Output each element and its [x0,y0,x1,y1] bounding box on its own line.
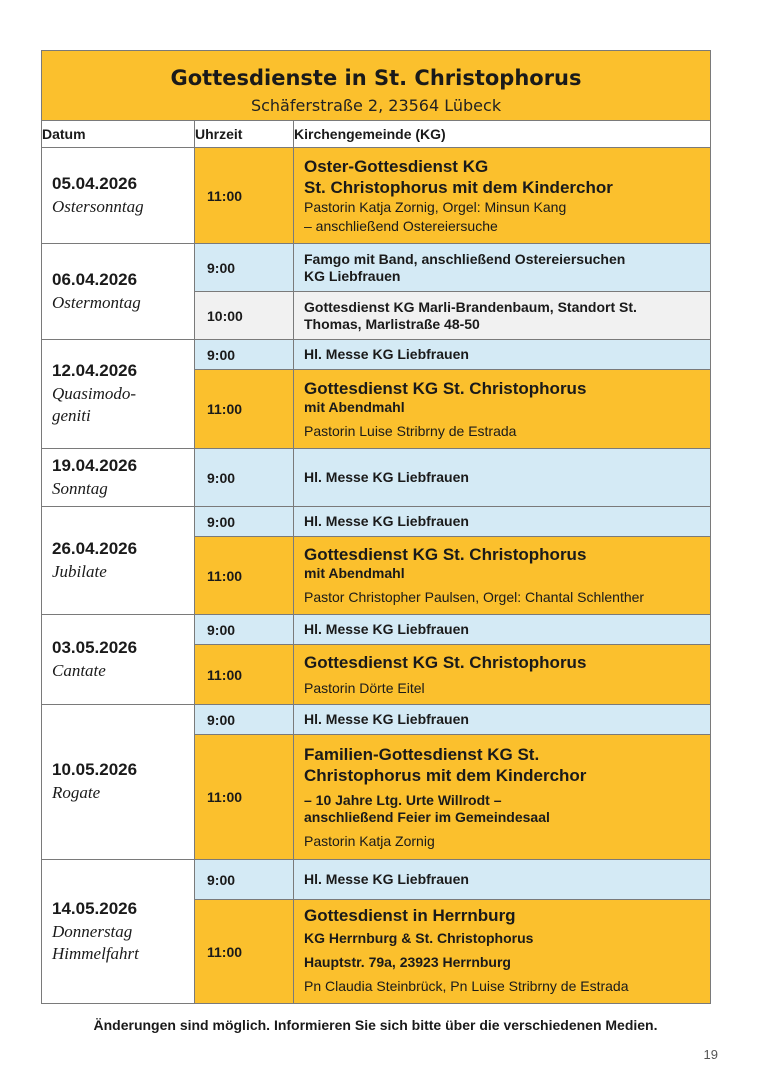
liturgical-day: Sonntag [52,478,108,498]
service-title: Hl. Messe KG Liebfrauen [304,871,469,887]
service-title: Oster-Gottesdienst KG [304,156,489,176]
service-time: 9:00 [195,860,294,900]
liturgical-day: geniti [52,406,91,425]
service-title: Thomas, Marlistraße 48-50 [304,315,480,332]
service-title: St. Christophorus mit dem Kinderchor [304,177,613,197]
service-time: 9:00 [195,244,294,292]
service-time: 11:00 [195,900,294,1004]
service-detail: Pastor Christopher Paulsen, Orgel: Chantal Schlenther [304,589,645,605]
service-title: Hl. Messe KG Liebfrauen [304,513,469,529]
service-date: 19.04.2026 [52,455,138,475]
service-title: KG Liebfrauen [304,267,401,284]
service-description [294,900,711,1004]
service-date: 14.05.2026 [52,898,138,918]
service-description [294,537,711,615]
service-description [294,148,711,244]
liturgical-day: Ostersonntag [52,196,144,216]
service-subtitle: mit Abendmahl [304,398,405,415]
service-schedule-table [41,50,711,1004]
service-description [294,370,711,449]
column-header-date: Datum [42,121,195,148]
liturgical-day: Quasimodo- [52,384,137,403]
service-time: 11:00 [195,537,294,615]
service-title: Gottesdienst in Herrnburg [304,906,516,925]
table-row [42,449,711,507]
service-title: Hl. Messe KG Liebfrauen [304,346,469,362]
service-title: Famgo mit Band, anschließend Ostereiersuchen [304,250,626,267]
date-cell [42,449,195,507]
date-cell [42,340,195,449]
service-description [294,340,711,370]
service-subtitle: – 10 Jahre Ltg. Urte Willrodt – [304,791,502,808]
column-header-time: Uhrzeit [195,121,294,148]
table-row [42,244,711,292]
service-detail: – anschließend Ostereiersuche [304,217,498,234]
table-row [42,705,711,735]
table-row [42,860,711,900]
service-time: 11:00 [195,148,294,244]
service-time: 11:00 [195,370,294,449]
service-date: 26.04.2026 [52,538,138,558]
service-time: 9:00 [195,449,294,507]
date-cell [42,860,195,1004]
service-date: 03.05.2026 [52,637,138,657]
table-row [42,615,711,645]
service-detail: Pn Claudia Steinbrück, Pn Luise Stribrny de Estrada [304,978,629,994]
liturgical-day: Donnerstag [52,921,133,941]
liturgical-day: Himmelfahrt [52,943,139,963]
service-description [294,449,711,507]
page-title: Gottesdienste in St. Christophorus [170,66,582,90]
service-title: Gottesdienst KG St. Christophorus [304,652,587,672]
service-subtitle: anschließend Feier im Gemeindesaal [304,808,550,825]
column-header-row [42,121,711,148]
liturgical-day: Cantate [52,660,106,680]
service-time: 10:00 [195,292,294,340]
service-title: Hl. Messe KG Liebfrauen [304,621,469,637]
service-description [294,507,711,537]
liturgical-day: Jubilate [52,561,107,581]
date-cell [42,615,195,705]
service-detail: Pastorin Katja Zornig, Orgel: Minsun Kang [304,198,567,215]
service-subtitle: mit Abendmahl [304,565,405,581]
service-title: Christophorus mit dem Kinderchor [304,765,587,785]
service-title: Gottesdienst KG St. Christophorus [304,545,587,564]
service-date: 05.04.2026 [52,173,138,193]
service-subtitle: Hauptstr. 79a, 23923 Herrnburg [304,954,511,970]
service-description [294,292,711,340]
column-header-parish: Kirchengemeinde (KG) [294,121,711,148]
service-detail: Pastorin Katja Zornig [304,832,435,849]
page-number: 19 [703,1047,718,1062]
church-address: Schäferstraße 2, 23564 Lübeck [250,96,502,115]
date-cell [42,148,195,244]
title-banner [42,51,711,121]
service-description [294,244,711,292]
service-time: 11:00 [195,735,294,860]
service-date: 10.05.2026 [52,760,138,779]
liturgical-day: Ostermontag [52,292,141,312]
service-description [294,860,711,900]
service-time: 9:00 [195,507,294,537]
table-row [42,148,711,244]
table-row [42,340,711,370]
footer-note: Änderungen sind möglich. Informieren Sie sich bitte über die verschiedenen Medien. [93,1017,658,1033]
date-cell [42,507,195,615]
service-description [294,705,711,735]
service-title: Hl. Messe KG Liebfrauen [304,469,469,485]
service-title: Hl. Messe KG Liebfrauen [304,711,469,727]
service-subtitle: KG Herrnburg & St. Christophorus [304,930,534,946]
service-time: 11:00 [195,645,294,705]
service-time: 9:00 [195,340,294,370]
service-description [294,645,711,705]
service-date: 12.04.2026 [52,361,138,380]
service-detail: Pastorin Dörte Eitel [304,679,425,696]
service-date: 06.04.2026 [52,269,138,289]
date-cell [42,244,195,340]
service-description [294,735,711,860]
service-title: Gottesdienst KG St. Christophorus [304,378,587,398]
service-time: 9:00 [195,615,294,645]
service-title: Gottesdienst KG Marli-Brandenbaum, Standort St. [304,298,637,315]
service-time: 9:00 [195,705,294,735]
date-cell [42,705,195,860]
service-title: Familien-Gottesdienst KG St. [304,744,540,764]
service-description [294,615,711,645]
service-detail: Pastorin Luise Stribrny de Estrada [304,422,517,439]
liturgical-day: Rogate [52,783,101,802]
table-row [42,507,711,537]
